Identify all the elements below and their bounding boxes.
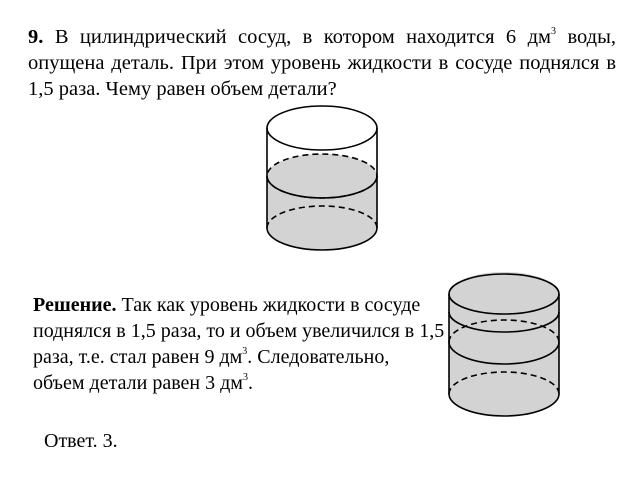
solution-text (33, 292, 445, 396)
solution-exponent-2: 3 (242, 372, 248, 384)
liquid-surface (449, 274, 559, 314)
problem-text-continued: воды, опущена деталь. При этом уровень жидкости в сосуде поднялся в 1,5 раза. Чему равен объем детали? (28, 26, 616, 100)
solution-exponent-1: 3 (242, 346, 248, 358)
solution-part-1: Так как уровень жидкости в сосуде поднялся в 1,5 раза, то и объем увеличился в 1,5 раза, т.е. стал равен 9 дм (33, 294, 445, 368)
solution-part-3: . (247, 372, 253, 394)
problem-number: 9. (28, 26, 44, 48)
problem-unit-exponent: 3 (551, 26, 557, 38)
cylinder-top-rim (267, 106, 377, 150)
solution-part-2: . Следовательно, объем детали равен 3 дм (33, 346, 390, 394)
cylinder-after-figure (444, 268, 564, 420)
problem-statement (28, 24, 616, 102)
answer-text: Ответ. 3. (44, 430, 118, 452)
cylinder-before-figure (262, 102, 382, 254)
solution-heading: Решение. (33, 294, 117, 316)
problem-text: В цилиндрический сосуд, в котором находится 6 дм (54, 26, 552, 48)
